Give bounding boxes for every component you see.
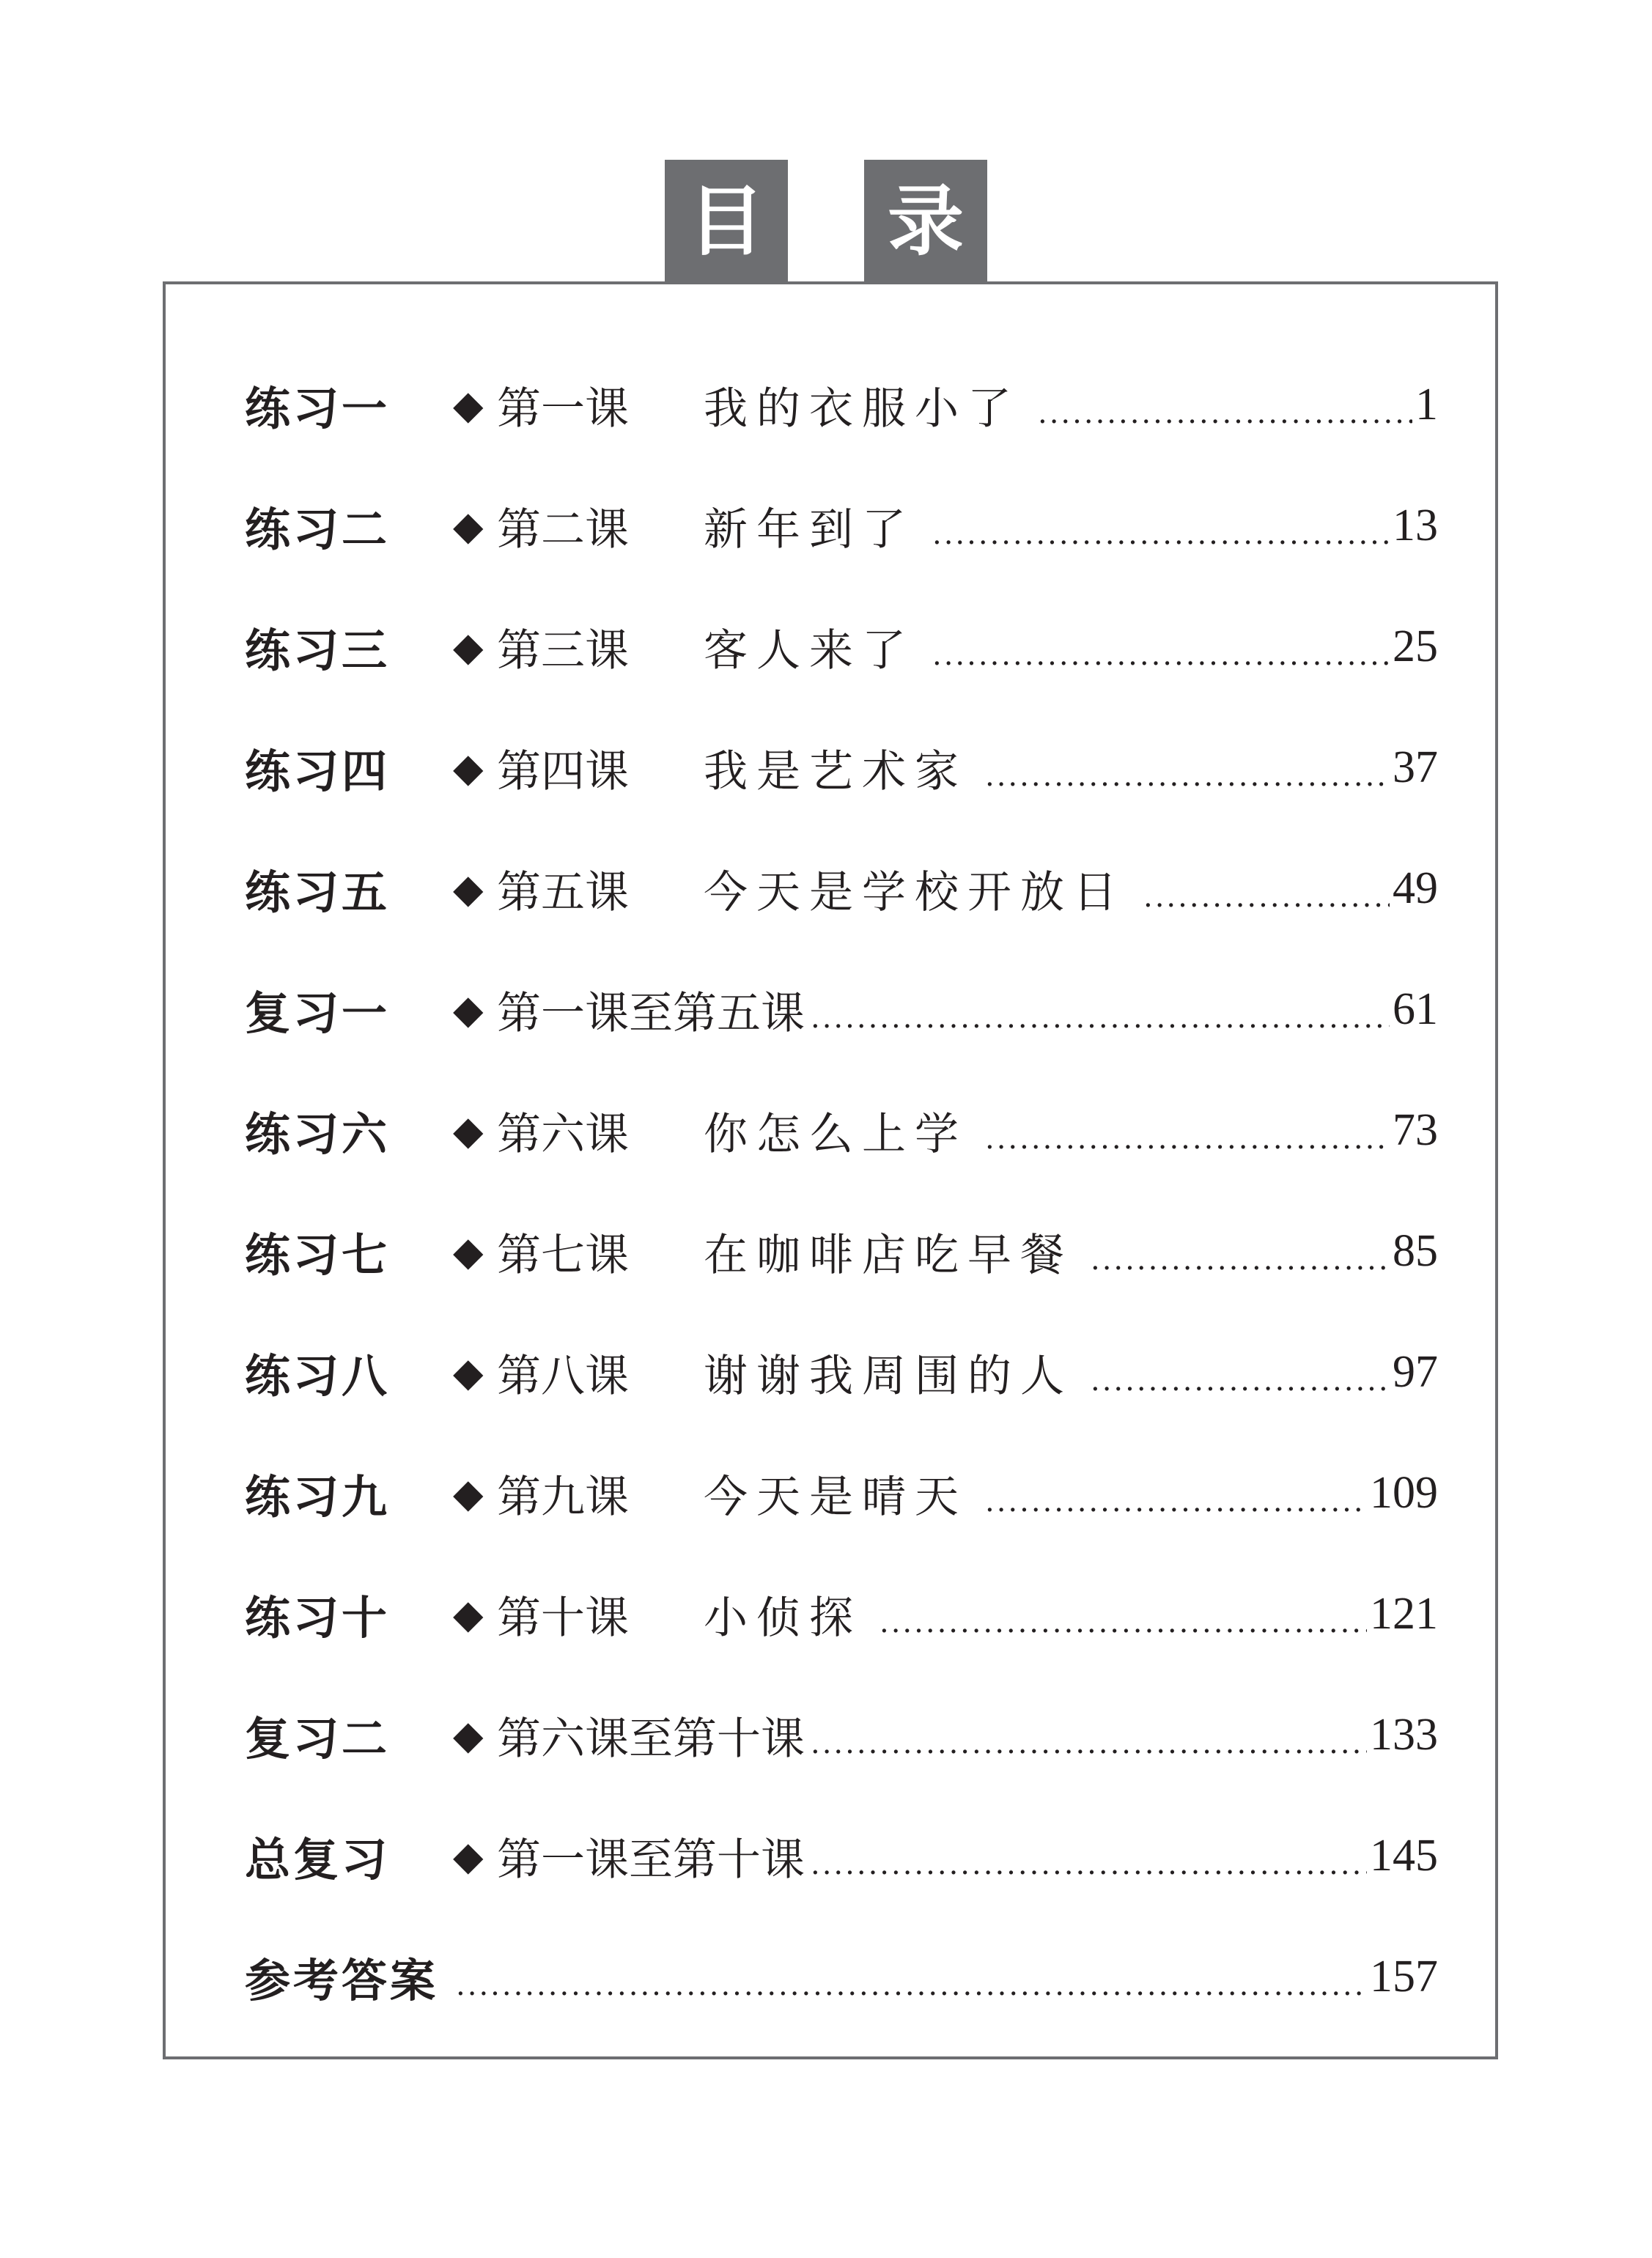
- page-number: 145: [1370, 1831, 1438, 1881]
- diamond-bullet-icon: ◆: [453, 1349, 484, 1395]
- dot-leader: [811, 1711, 1367, 1760]
- lesson-label: 第八课: [497, 1350, 629, 1402]
- lesson-topic: 谢谢我周围的人: [704, 1350, 1073, 1402]
- toc-list: [245, 344, 1438, 2037]
- diamond-bullet-icon: ◆: [453, 986, 484, 1033]
- toc-entry[interactable]: [245, 707, 1438, 828]
- lesson-topic: 在咖啡店吃早餐: [704, 1229, 1073, 1281]
- exercise-label: 练习四: [245, 745, 391, 798]
- toc-entry[interactable]: [245, 1312, 1438, 1433]
- page-number: 121: [1370, 1589, 1438, 1639]
- toc-title: [0, 160, 1652, 283]
- lesson-range-label: 第一课至第五课: [497, 987, 805, 1039]
- page-number: 97: [1393, 1347, 1438, 1397]
- answers-label: 参考答案: [245, 1954, 439, 2007]
- page-number: 37: [1393, 742, 1438, 792]
- diamond-bullet-icon: ◆: [453, 382, 484, 428]
- page-number: 73: [1393, 1105, 1438, 1155]
- diamond-bullet-icon: ◆: [453, 624, 484, 670]
- diamond-bullet-icon: ◆: [453, 1712, 484, 1758]
- title-char-box-1: 目: [665, 160, 788, 283]
- toc-entry[interactable]: [245, 586, 1438, 707]
- lesson-range-label: 第六课至第十课: [497, 1713, 805, 1765]
- lesson-topic: 我是艺术家: [704, 745, 967, 797]
- lesson-topic: 客人来了: [704, 624, 915, 676]
- page-number: 1: [1415, 380, 1438, 429]
- dot-leader: [811, 1831, 1367, 1881]
- dot-leader: [1091, 1227, 1390, 1277]
- lesson-label: 第九课: [497, 1471, 629, 1523]
- exercise-label: 练习一: [245, 382, 391, 435]
- diamond-bullet-icon: ◆: [453, 866, 484, 912]
- toc-entry[interactable]: [245, 1070, 1438, 1191]
- dot-leader: [1038, 380, 1412, 430]
- diamond-bullet-icon: ◆: [453, 745, 484, 791]
- review-label: 总复习: [245, 1833, 391, 1886]
- lesson-topic: 今天是晴天: [704, 1471, 967, 1523]
- dot-leader: [880, 1590, 1367, 1639]
- lesson-label: 第一课: [497, 383, 629, 435]
- dot-leader: [932, 501, 1390, 551]
- diamond-bullet-icon: ◆: [453, 503, 484, 549]
- lesson-label: 第十课: [497, 1592, 629, 1644]
- exercise-label: 练习五: [245, 866, 391, 919]
- page-number: 109: [1370, 1468, 1438, 1518]
- diamond-bullet-icon: ◆: [453, 1833, 484, 1879]
- lesson-topic: 今天是学校开放日: [704, 866, 1126, 918]
- toc-entry[interactable]: [245, 1675, 1438, 1796]
- exercise-label: 练习七: [245, 1228, 391, 1282]
- exercise-label: 练习六: [245, 1107, 391, 1161]
- lesson-topic: 我的衣服小了: [704, 383, 1020, 435]
- page-number: 49: [1393, 863, 1438, 913]
- toc-entry[interactable]: [245, 949, 1438, 1070]
- page-number: 85: [1393, 1226, 1438, 1276]
- dot-leader: [985, 1469, 1367, 1519]
- diamond-bullet-icon: ◆: [453, 1228, 484, 1274]
- toc-entry[interactable]: [245, 828, 1438, 949]
- toc-entry[interactable]: [245, 1796, 1438, 1916]
- lesson-label: 第七课: [497, 1229, 629, 1281]
- lesson-topic: 你怎么上学: [704, 1108, 967, 1160]
- title-char-box-2: 录: [864, 160, 987, 283]
- toc-entry[interactable]: [245, 344, 1438, 465]
- dot-leader: [811, 985, 1390, 1035]
- review-label: 复习一: [245, 986, 391, 1040]
- diamond-bullet-icon: ◆: [453, 1470, 484, 1516]
- review-label: 复习二: [245, 1712, 391, 1766]
- lesson-label: 第六课: [497, 1108, 629, 1160]
- dot-leader: [1143, 864, 1390, 914]
- page-number: 25: [1393, 621, 1438, 671]
- dot-leader: [985, 743, 1390, 793]
- lesson-topic: 小侦探: [704, 1592, 862, 1644]
- lesson-label: 第四课: [497, 745, 629, 797]
- lesson-range-label: 第一课至第十课: [497, 1834, 805, 1886]
- diamond-bullet-icon: ◆: [453, 1591, 484, 1637]
- lesson-label: 第二课: [497, 503, 629, 556]
- lesson-label: 第五课: [497, 866, 629, 918]
- page-number: 133: [1370, 1710, 1438, 1760]
- dot-leader: [456, 1952, 1367, 2002]
- exercise-label: 练习九: [245, 1470, 391, 1524]
- diamond-bullet-icon: ◆: [453, 1107, 484, 1154]
- exercise-label: 练习二: [245, 503, 391, 556]
- lesson-label: 第三课: [497, 624, 629, 676]
- toc-entry[interactable]: [245, 465, 1438, 586]
- page-number: 61: [1393, 984, 1438, 1034]
- exercise-label: 练习三: [245, 624, 391, 677]
- dot-leader: [932, 622, 1390, 672]
- page-number: 157: [1370, 1952, 1438, 2001]
- toc-entry[interactable]: [245, 1191, 1438, 1312]
- exercise-label: 练习十: [245, 1591, 391, 1645]
- toc-entry[interactable]: [245, 1433, 1438, 1554]
- dot-leader: [1091, 1348, 1390, 1398]
- dot-leader: [985, 1106, 1390, 1156]
- toc-entry-answers[interactable]: [245, 1916, 1438, 2037]
- toc-entry[interactable]: [245, 1554, 1438, 1675]
- lesson-topic: 新年到了: [704, 503, 915, 556]
- exercise-label: 练习八: [245, 1349, 391, 1403]
- page-number: 13: [1393, 501, 1438, 550]
